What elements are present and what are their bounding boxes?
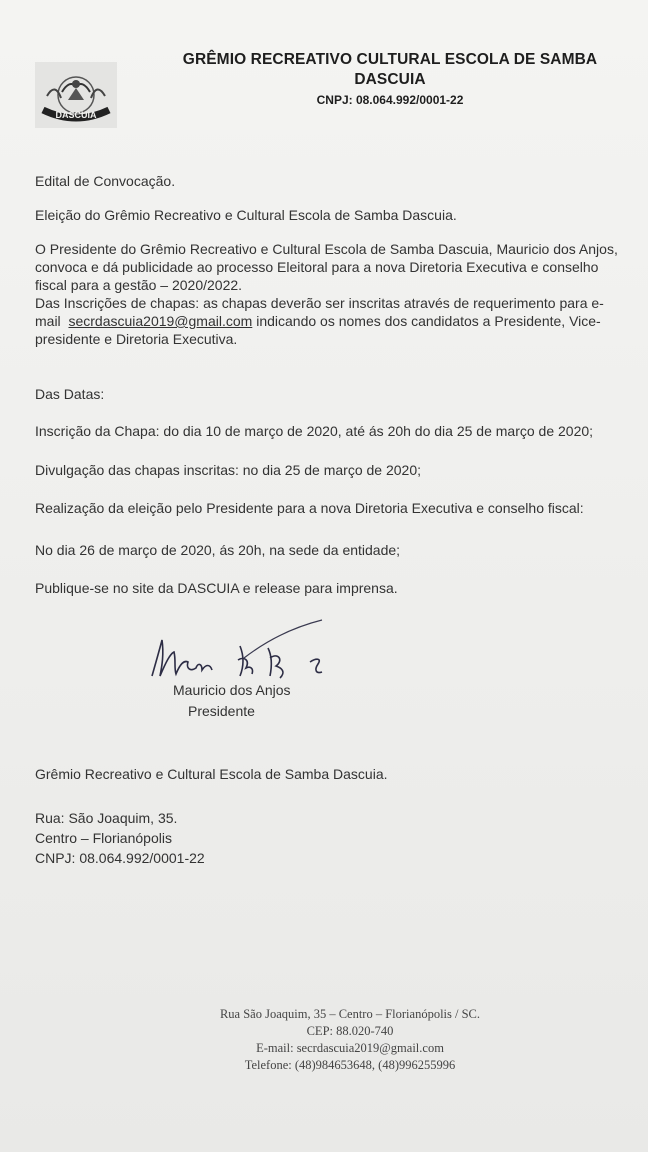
edital-heading: Edital de Convocação.	[35, 173, 176, 189]
no-dia-line: No dia 26 de março de 2020, ás 20h, na sede da entidade;	[35, 542, 401, 558]
inscricao-line: Inscrição da Chapa: do dia 10 de março de 2020, até ás 20h do dia 25 de março de 2020;	[35, 423, 594, 439]
eleicao-heading: Eleição do Grêmio Recreativo e Cultural Escola de Samba Dascuia.	[35, 207, 457, 223]
publique-line: Publique-se no site da DASCUIA e release para imprensa.	[35, 580, 398, 596]
svg-text:DASCUIA: DASCUIA	[55, 110, 97, 120]
das-datas-heading: Das Datas:	[35, 386, 105, 402]
signatory-role: Presidente	[188, 703, 255, 719]
letterhead-footer: Rua São Joaquim, 35 – Centro – Florianópolis / SC. CEP: 88.020-740 E-mail: secrdascuia2019@gmail.com Telefone: (48)984653648, (48)996255996	[219, 1007, 481, 1072]
signatory-name: Mauricio dos Anjos	[173, 682, 291, 698]
email-link[interactable]: secrdascuia2019@gmail.com	[68, 313, 253, 329]
organization-title: GRÊMIO RECREATIVO CULTURAL ESCOLA DE SAMBA DASCUIA	[182, 51, 598, 88]
divulgacao-line: Divulgação das chapas inscritas: no dia 25 de março de 2020;	[35, 462, 422, 478]
paragraph-inscricoes: Das Inscrições de chapas: as chapas deverão ser inscritas através de requerimento para e- mail secrdascuia2019@gmail.com indicando os nomes dos candidatos a Presidente, Vice- presidente e Diretoria Executiva.	[35, 295, 604, 347]
realizacao-line: Realização da eleição pelo Presidente para a nova Diretoria Executiva e conselho fiscal:	[35, 500, 584, 516]
organization-name: Grêmio Recreativo e Cultural Escola de Samba Dascuia.	[35, 766, 388, 782]
header-cnpj: CNPJ: 08.064.992/0001-22	[316, 93, 464, 107]
paragraph-presidente: O Presidente do Grêmio Recreativo e Cultural Escola de Samba Dascuia, Mauricio dos Anjos, convoca e dá publicidade ao processo Eleitoral para a nova Diretoria Executiva e conselho fiscal para a gestão – 2020/2022.	[35, 241, 618, 293]
dascuia-logo	[35, 62, 117, 128]
organization-address: Rua: São Joaquim, 35. Centro – Florianópolis CNPJ: 08.064.992/0001-22	[35, 810, 205, 866]
